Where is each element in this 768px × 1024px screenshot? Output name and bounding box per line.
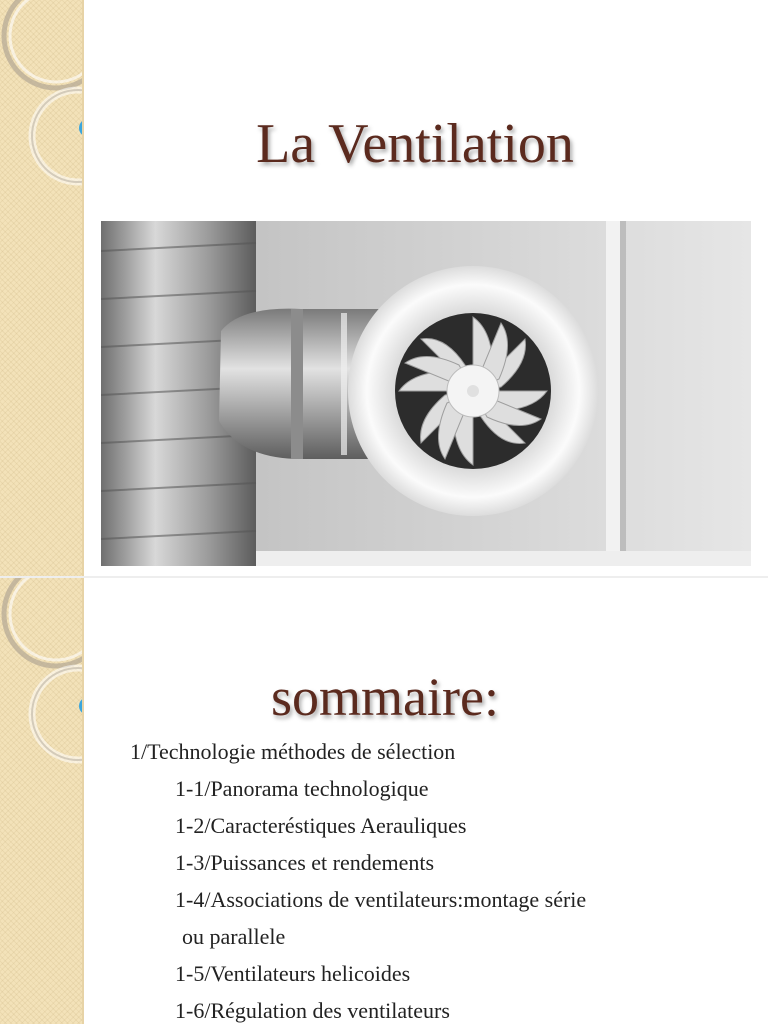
ornament-circles-icon (0, 0, 84, 220)
table-of-contents (130, 733, 750, 1024)
toc-item: 1-3/Puissances et rendements (175, 850, 435, 875)
ventilation-photo (101, 221, 751, 566)
toc-item-continuation: ou parallele (182, 924, 286, 949)
slide-title: La Ventilation (256, 113, 574, 175)
band-edge (82, 578, 84, 1024)
ornament-circles-icon (0, 578, 84, 798)
toc-item: 1-5/Ventilateurs helicoides (175, 961, 411, 986)
band-edge (82, 0, 84, 578)
toc-item: 1-2/Caracteréstiques Aerauliques (175, 813, 467, 838)
toc-item: 1-1/Panorama technologique (175, 776, 429, 801)
toc-item: 1-6/Régulation des ventilateurs (175, 998, 450, 1023)
decorative-side-band (0, 578, 84, 1024)
slide-title: sommaire: (271, 667, 499, 727)
decorative-side-band (0, 0, 84, 578)
slide-divider (0, 576, 768, 578)
toc-item: 1/Technologie méthodes de sélection (130, 739, 456, 764)
toc-item: 1-4/Associations de ventilateurs:montage série (175, 887, 587, 912)
